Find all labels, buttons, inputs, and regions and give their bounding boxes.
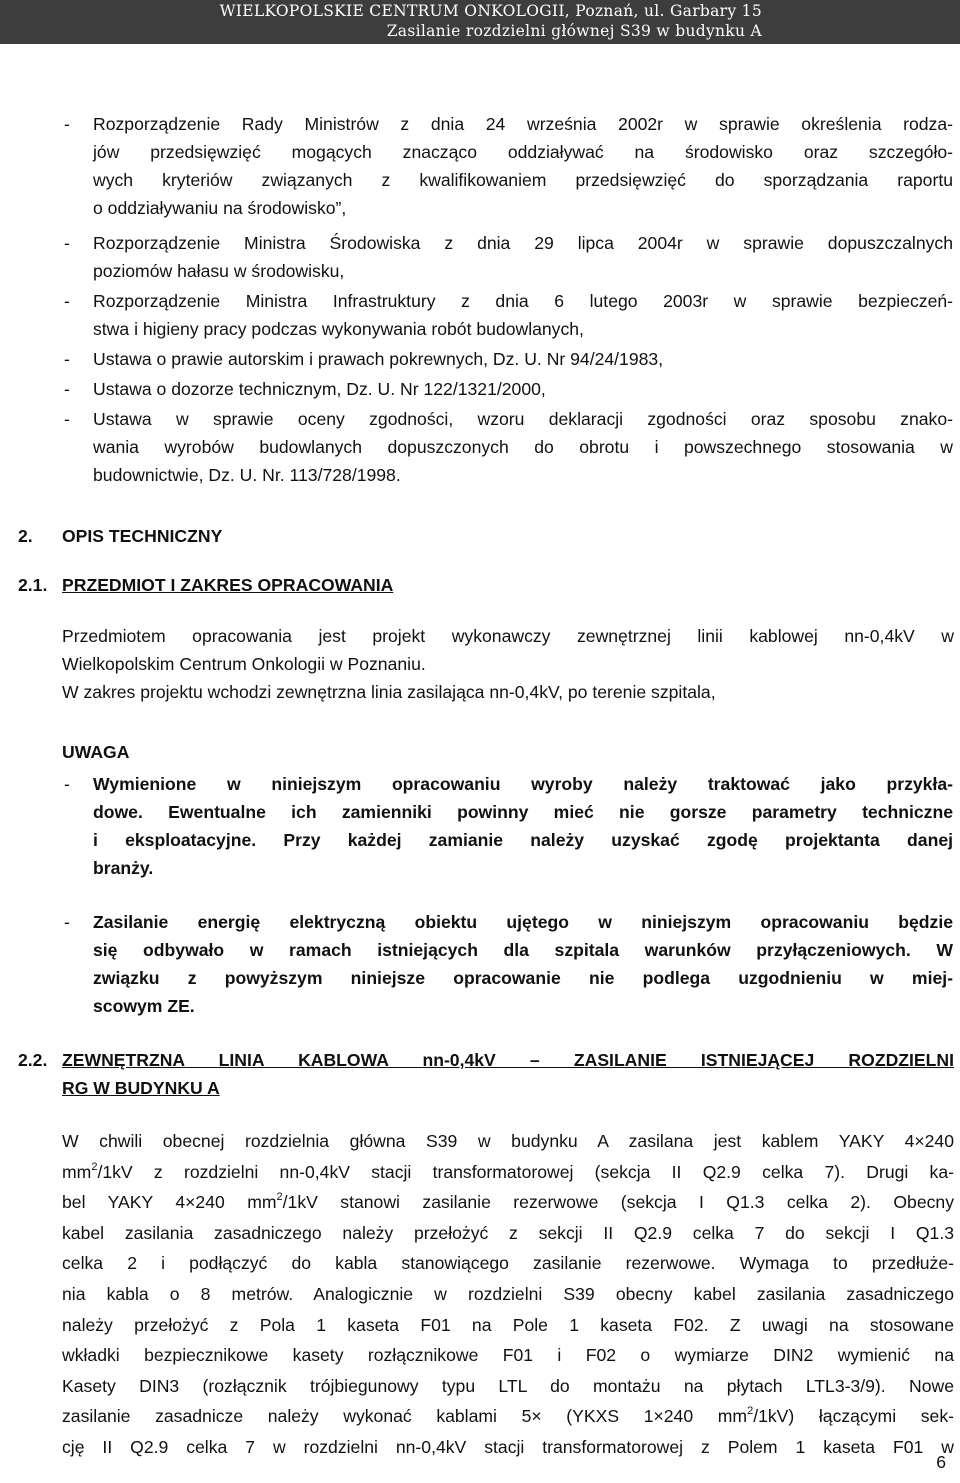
page-number: 6 [936, 1452, 946, 1472]
list-item: Rozporządzenie Ministra Środowiska z dnia 29 lipca 2004r w sprawie dopuszczalnych poziomów hałasu w środowisku, [93, 233, 953, 281]
intro-paragraph: Przedmiotem opracowania jest projekt wykonawczy zewnętrznej linii kablowej nn-0,4kV w Wielkopolskim Centrum Onkologii w Poznaniu. W zakres projektu wchodzi zewnętrzna linia zasilająca nn-0,4kV, po terenie szpitala, [62, 626, 954, 702]
list-item: Ustawa w sprawie oceny zgodności, wzoru deklaracji zgodności oraz sposobu znako- wania wyrobów budowlanych dopuszczonych do obrotu i powszechnego stosowania w budownictwie, Dz. U. Nr. 113/728/1998. [93, 409, 953, 485]
list-dash: - [64, 774, 70, 794]
section-number: 2.2. [18, 1050, 48, 1070]
header-institution: WIELKOPOLSKIE CENTRUM ONKOLOGII, Poznań, ul. Garbary 15 [219, 2, 762, 20]
list-dash: - [64, 349, 70, 369]
list-dash: - [64, 114, 70, 134]
section-title: OPIS TECHNICZNY [62, 526, 223, 546]
section-number: 2. [18, 526, 33, 546]
header-subject: Zasilanie rozdzielni głównej S39 w budynku A [386, 22, 762, 40]
section-title: ZEWNĘTRZNA LINIA KABLOWA nn-0,4kV – ZASILANIE ISTNIEJĄCEJ ROZDZIELNI RG W BUDYNKU A [62, 1050, 954, 1098]
list-item: Ustawa o prawie autorskim i prawach pokrewnych, Dz. U. Nr 94/24/1983, [93, 349, 664, 369]
list-dash: - [64, 912, 70, 932]
note-item: Zasilanie energię elektryczną obiektu ujętego w niniejszym opracowaniu będzie się odbywało w ramach istniejących dla szpitala warunków przyłączeniowych. W związku z powyższym niniejsze opracowanie nie podlega uzgodnieniu w miej- scowym ZE. [93, 912, 953, 1016]
list-item: Rozporządzenie Rady Ministrów z dnia 24 września 2002r w sprawie określenia rodza- jów przedsięwzięć mogących znacząco oddziaływać na środowisko oraz szczegóło- wych kryteriów związanych z kwalifikowaniem przedsięwzięć do sporządzania raportu o oddziaływaniu na środowisko”, [93, 114, 953, 218]
page-header [0, 0, 960, 44]
section-number: 2.1. [18, 575, 48, 595]
list-dash: - [64, 233, 70, 253]
list-dash: - [64, 291, 70, 311]
list-item: Rozporządzenie Ministra Infrastruktury z dnia 6 lutego 2003r w sprawie bezpieczeń- stwa i higieny pracy podczas wykonywania robót budowlanych, [93, 291, 953, 339]
note-title: UWAGA [62, 742, 130, 762]
list-item: Ustawa o dozorze technicznym, Dz. U. Nr 122/1321/2000, [93, 379, 546, 399]
section-title: PRZEDMIOT I ZAKRES OPRACOWANIA [62, 575, 394, 595]
list-dash: - [64, 409, 70, 429]
note-item: Wymienione w niniejszym opracowaniu wyroby należy traktować jako przykła- dowe. Ewentualne ich zamienniki powinny mieć nie gorsze parametry techniczne i eksploatacyjne. Przy każdej zamianie należy uzyskać zgodę projektanta danej branży. [93, 774, 953, 878]
list-dash: - [64, 379, 70, 399]
description-paragraph: W chwili obecnej rozdzielnia główna S39 w budynku A zasilana jest kablem YAKY 4×240 $mm^2/1kV$ z rozdzielni nn-0,4kV stacji transformatorowej (sekcja II Q2.9 celka 7). Drugi ka- bel YAKY 4×240 $mm^2/1kV$ stanowi zasilanie rezerwowe (sekcja I Q1.3 celka 2). Obecny kabel zasilania zasadniczego należy przełożyć z sekcji II Q2.9 celka 7 do sekcji I Q1.3 celka 2 i podłączyć do kabla stanowiącego zasilanie rezerwowe. Wymaga to przedłuże- nia kabla o 8 metrów. Analogicznie w rozdzielni S39 obecny kabel zasilania zasadniczego należy przełożyć z Pola 1 kaseta F01 na Pole 1 kaseta F02. Z uwagi na stosowane wkładki bezpiecznikowe kasety rozłącznikowe F01 i F02 o wymiarze DIN2 wymienić na Kasety DIN3 (rozłącznik trójbiegunowy typu LTL do montażu na płytach LTL3-3/9). Nowe zasilanie zasadnicze należy wykonać kablami 5× (YKXS 1×240 $mm^2/1kV$) łączącymi sek- cję II Q2.9 celka 7 w rozdzielni nn-0,4kV stacji transformatorowej z Polem 1 kaseta F01 w [62, 1131, 954, 1457]
